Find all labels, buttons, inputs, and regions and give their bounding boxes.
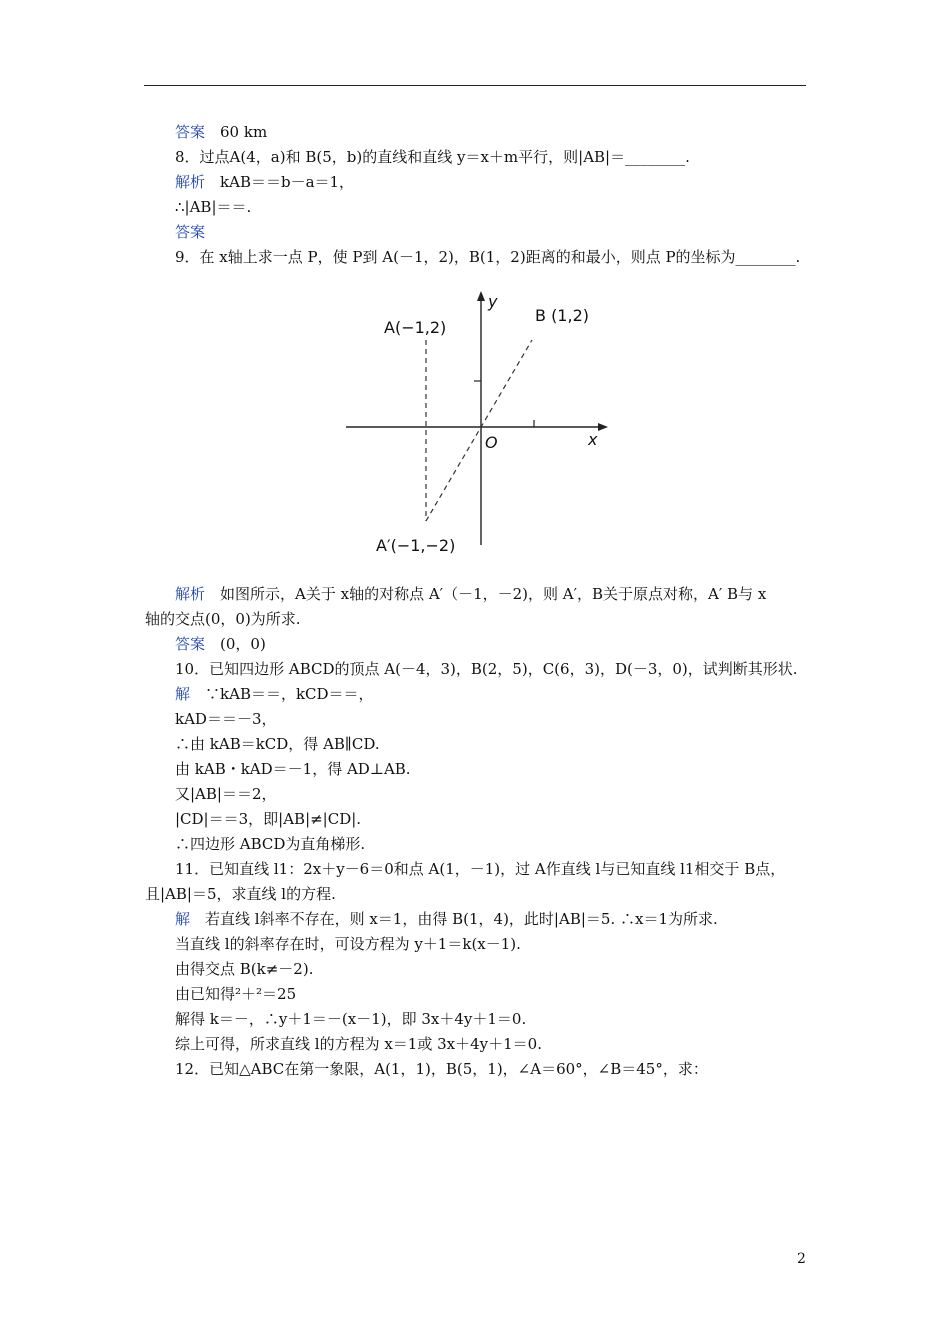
answer-9: 答案 (0，0): [175, 635, 266, 653]
answer-label: 答案: [175, 635, 206, 653]
answer-label: 答案: [175, 123, 206, 141]
question-11-line2: 且|AB|＝5，求直线 l的方程.: [145, 885, 336, 903]
solution-10-line4: 由 kAB・kAD＝－1，得 AD⊥AB.: [175, 760, 411, 778]
question-9: 9．在 x轴上求一点 P，使 P到 A(－1，2)，B(1，2)距离的和最小，则点 P的坐标为________.: [175, 248, 801, 266]
analysis-8: 解析 kAB＝＝b－a＝1，: [175, 173, 355, 191]
y-axis-arrow-icon: [477, 291, 485, 301]
solution-label: 解: [175, 910, 191, 928]
label-y: y: [488, 292, 498, 311]
solution-10-line7: ∴四边形 ABCD为直角梯形.: [175, 835, 366, 853]
answer-label: 答案: [175, 223, 206, 241]
label-B: B (1,2): [535, 306, 589, 325]
analysis-9: 解析 如图所示，A关于 x轴的对称点 A′（－1，－2)，则 A′，B关于原点对称，A′ B与 x: [175, 585, 767, 603]
page-number: 2: [797, 1251, 806, 1267]
question-12: 12．已知△ABC在第一象限，A(1，1)，B(5，1)，∠A＝60°，∠B＝45°，求：: [175, 1060, 708, 1078]
solution-10-line3: ∴由 kAB＝kCD，得 AB∥CD.: [175, 735, 380, 753]
label-A-prime: A′(−1,−2): [376, 536, 456, 555]
question-8: 8．过点A(4，a)和 B(5，b)的直线和直线 y＝x＋m平行，则|AB|＝________.: [175, 148, 690, 166]
label-origin: O: [485, 433, 498, 452]
solution-11-line5: 解得 k＝－，∴y＋1＝－(x－1)，即 3x＋4y＋1＝0.: [175, 1010, 527, 1028]
label-A: A(−1,2): [384, 318, 447, 337]
solution-11-line3: 由得交点 B(k≠－2).: [175, 960, 314, 978]
question-11: 11．已知直线 l1：2x＋y－6＝0和点 A(1，－1)，过 A作直线 l与已知直线 l1相交于 B点，: [175, 860, 786, 878]
analysis-8-line2: ∴|AB|＝＝.: [175, 198, 252, 216]
answer-line-7: 答案 60 km: [175, 123, 268, 141]
solution-10: 解 ∵kAB＝＝，kCD＝＝，: [175, 685, 374, 703]
coordinate-figure: [340, 285, 620, 565]
answer-8: [175, 221, 205, 243]
header-rule: [144, 85, 806, 86]
dashed-line-Aprime-B: [426, 340, 532, 521]
label-x: x: [588, 430, 598, 449]
x-axis-arrow-icon: [598, 423, 608, 431]
question-10: 10．已知四边形 ABCD的顶点 A(－4，3)，B(2，5)，C(6，3)，D(－3，0)，试判断其形状.: [175, 660, 798, 678]
analysis-label: 解析: [175, 585, 206, 603]
solution-label: 解: [175, 685, 191, 703]
solution-11: 解 若直线 l斜率不存在，则 x＝1，由得 B(1，4)，此时|AB|＝5. ∴x＝1为所求.: [175, 910, 718, 928]
solution-11-line6: 综上可得，所求直线 l的方程为 x＝1或 3x＋4y＋1＝0.: [175, 1035, 542, 1053]
solution-10-line2: kAD＝＝－3，: [175, 710, 277, 728]
solution-11-line2: 当直线 l的斜率存在时，可设方程为 y＋1＝k(x－1).: [175, 935, 521, 953]
solution-10-line5: 又|AB|＝＝2，: [175, 785, 277, 803]
analysis-9-line2: 轴的交点(0，0)为所求.: [145, 610, 301, 628]
solution-11-line4: 由已知得²＋²＝25: [175, 985, 297, 1003]
analysis-label: 解析: [175, 173, 206, 191]
solution-10-line6: |CD|＝＝3，即|AB|≠|CD|.: [175, 810, 362, 828]
